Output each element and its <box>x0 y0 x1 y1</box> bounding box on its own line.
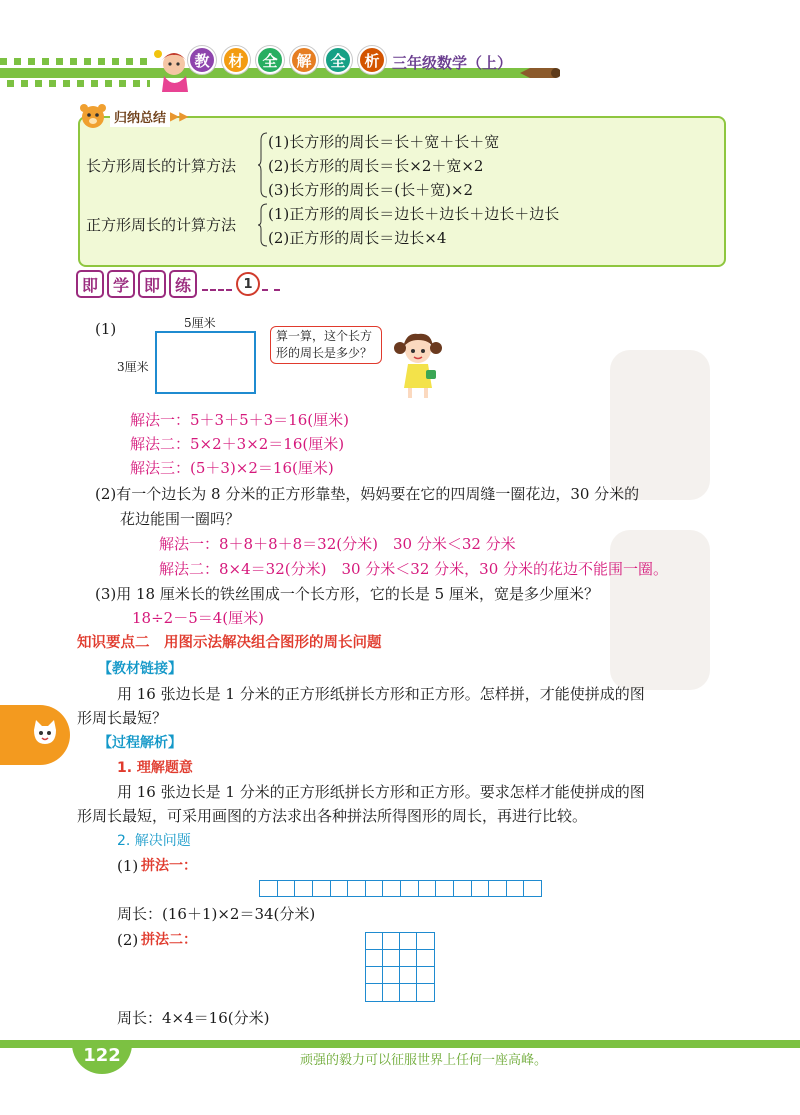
tile-strip-1x16 <box>259 880 542 897</box>
method-label: 拼法二： <box>141 932 197 948</box>
book-subtitle: 三年级数学（上） <box>392 54 513 72</box>
divider <box>202 289 232 291</box>
method-label: 拼法一： <box>141 858 197 874</box>
step-title: 1. 理解题意 <box>117 760 193 776</box>
rect-formula-1: (1)长方形的周长＝长＋宽＋长＋宽 <box>268 133 500 151</box>
left-brace-icon <box>258 203 268 247</box>
footer-motto: 顽强的毅力可以征服世界上任何一座高峰。 <box>300 1053 548 1068</box>
solution-line: 解法一：5＋3＋5＋3＝16(厘米) <box>130 411 349 429</box>
page-number: 122 <box>83 1045 121 1066</box>
step-title: 2. 解决问题 <box>117 833 191 849</box>
title-char: 解 <box>290 46 318 74</box>
rect-formula-3: (3)长方形的周长＝(长＋宽)×2 <box>268 181 474 199</box>
perimeter-result: 周长：(16＋1)×2＝34(分米) <box>117 905 316 923</box>
bubble-line: 形的周长是多少？ <box>276 346 373 360</box>
rect-perimeter-label: 长方形周长的计算方法 <box>86 157 237 175</box>
left-brace-icon <box>258 132 268 198</box>
pencil-icon <box>520 68 560 78</box>
practice-heading <box>76 270 280 298</box>
square-perimeter-label: 正方形周长的计算方法 <box>86 216 237 234</box>
practice-char: 即 <box>76 270 104 298</box>
practice-char: 学 <box>107 270 135 298</box>
paragraph-line: 形周长最短？ <box>77 709 168 727</box>
solution-line: 解法一：8＋8＋8＋8＝32(分米) 30 分米＜32 分米 <box>159 535 516 553</box>
watermark-graphic <box>600 330 720 710</box>
arrow-icon: ▶▶ <box>170 109 189 123</box>
rectangle-figure <box>155 331 256 394</box>
perimeter-result: 周长：4×4＝16(分米) <box>117 1009 270 1027</box>
paragraph-line: 形周长最短，可采用画图的方法求出各种拼法所得图形的周长，再进行比较。 <box>77 807 588 825</box>
tile-grid-4x4 <box>365 932 435 1002</box>
solution-line: 解法三：(5＋3)×2＝16(厘米) <box>130 459 334 477</box>
solution-line: 解法二：5×2＋3×2＝16(厘米) <box>130 435 345 453</box>
rect-formula-2: (2)长方形的周长＝长×2＋宽×2 <box>268 157 484 175</box>
solution-line: 18÷2－5＝4(厘米) <box>132 609 264 627</box>
girl-icon <box>388 330 448 400</box>
section-label: 【教材链接】 <box>98 661 182 677</box>
question-text: (2)有一个边长为 8 分米的正方形靠垫，妈妈要在它的四周缝一圈花边，30 分米的 <box>95 485 640 503</box>
paragraph-line: 用 16 张边长是 1 分米的正方形纸拼长方形和正方形。要求怎样才能使拼成的图 <box>117 783 645 801</box>
cat-icon <box>30 718 60 748</box>
method-index: (2) <box>117 931 139 949</box>
divider <box>262 289 280 291</box>
square-formula-2: (2)正方形的周长＝边长×4 <box>268 229 447 247</box>
title-char: 教 <box>188 46 216 74</box>
question-text: (3)用 18 厘米长的铁丝围成一个长方形，它的长是 5 厘米，宽是多少厘米？ <box>95 585 599 603</box>
square-formula-1: (1)正方形的周长＝边长＋边长＋边长＋边长 <box>268 205 560 223</box>
question-index: (1) <box>95 320 117 338</box>
title-char: 全 <box>324 46 352 74</box>
section-title: 知识要点二 用图示法解决组合图形的周长问题 <box>77 635 382 651</box>
speech-bubble <box>270 326 382 364</box>
book-title <box>188 46 386 74</box>
summary-tag <box>78 104 188 128</box>
bubble-line: 算一算，这个长方 <box>276 329 373 343</box>
question-text: 花边能围一圈吗？ <box>120 510 241 528</box>
method-index: (1) <box>117 857 139 875</box>
practice-char: 即 <box>138 270 166 298</box>
length-label: 5厘米 <box>184 316 216 330</box>
title-char: 材 <box>222 46 250 74</box>
practice-char: 练 <box>169 270 197 298</box>
bear-icon <box>78 102 108 130</box>
width-label: 3厘米 <box>117 360 149 374</box>
summary-tag-label: 归纳总结 <box>110 106 170 127</box>
paragraph-line: 用 16 张边长是 1 分米的正方形纸拼长方形和正方形。怎样拼，才能使拼成的图 <box>117 685 645 703</box>
title-char: 全 <box>256 46 284 74</box>
practice-number: 1 <box>236 272 260 296</box>
section-label: 【过程解析】 <box>98 735 182 751</box>
page-header <box>0 38 800 108</box>
title-char: 析 <box>358 46 386 74</box>
solution-line: 解法二：8×4＝32(分米) 30 分米＜32 分米，30 分米的花边不能围一圈。 <box>159 560 669 578</box>
